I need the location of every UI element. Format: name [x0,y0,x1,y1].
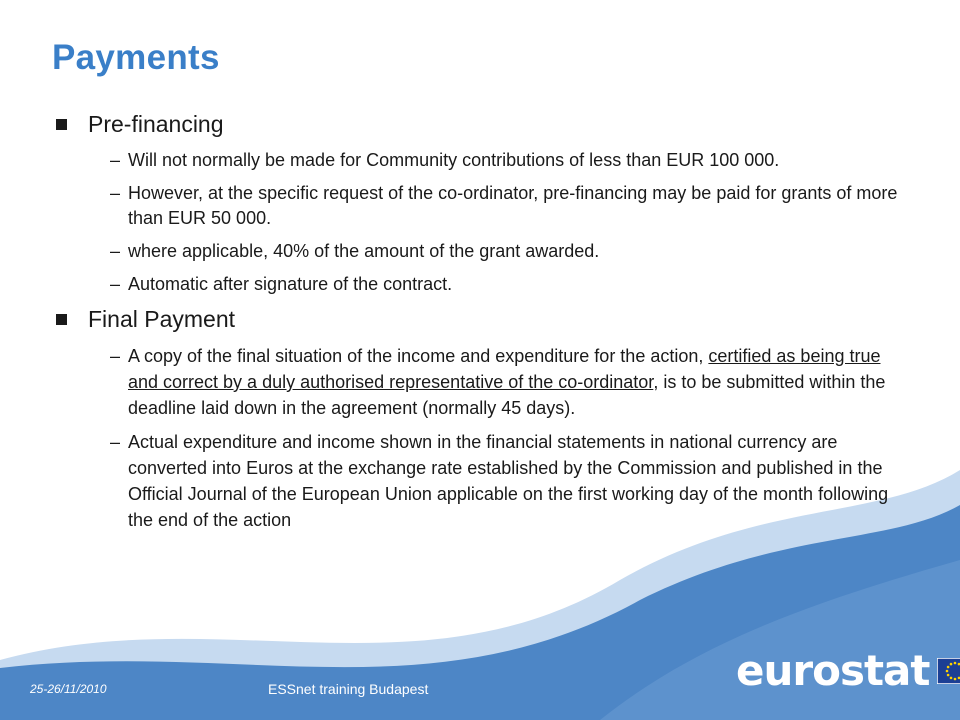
sub-bullet-text: Automatic after signature of the contract. [128,274,453,294]
dash-bullet-icon: – [110,241,121,261]
sub-bullet [52,148,902,173]
sub-bullet-text: Will not normally be made for Community contributions of less than EUR 100 000. [128,150,780,170]
bullet-heading: Pre-financing [88,111,224,137]
underlined-text: certified as being true and correct by a duly authorised representative of the co-ordinator [128,346,881,392]
dash-bullet-icon: – [110,432,121,452]
bullet-final-payment [52,305,902,333]
sub-bullet-text: where applicable, 40% of the amount of the grant awarded. [128,241,600,261]
bullet-heading: Final Payment [88,306,236,332]
text-before: A copy of the final situation of the income and expenditure for the action, [128,346,704,366]
sub-bullet [52,272,902,297]
eu-flag-icon [937,658,960,684]
dash-bullet-icon: – [110,274,121,294]
footer-date: 25-26/11/2010 [30,682,107,696]
dash-bullet-icon: – [110,150,121,170]
dash-bullet-icon: – [110,346,121,366]
sub-bullet [52,239,902,264]
sub-bullet [52,343,902,421]
square-bullet-icon [56,314,67,325]
sub-bullet [52,429,902,533]
sub-bullet-text [128,343,902,421]
eurostat-logo [736,646,960,695]
slide-title: Payments [52,38,220,77]
text-after: , is to be submitted within the deadline laid down in the agreement (normally 45 days). [128,372,886,418]
dash-bullet-icon: – [110,183,121,203]
square-bullet-icon [56,119,67,130]
footer-event: ESSnet training Budapest [268,681,429,697]
logo-wordmark: eurostat [736,646,930,695]
slide-body [52,110,902,533]
sub-bullet [52,181,902,231]
bullet-prefinancing [52,110,902,138]
sub-bullet-text: Actual expenditure and income shown in the financial statements in national currency are converted into Euros at the exchange rate established by the Commission and published in the Official Journal of the European Union applicable on the first working day of the month following the end of the action [128,432,889,530]
sub-bullet-text: However, at the specific request of the co-ordinator, pre-financing may be paid for grants of more than EUR 50 000. [128,183,898,228]
